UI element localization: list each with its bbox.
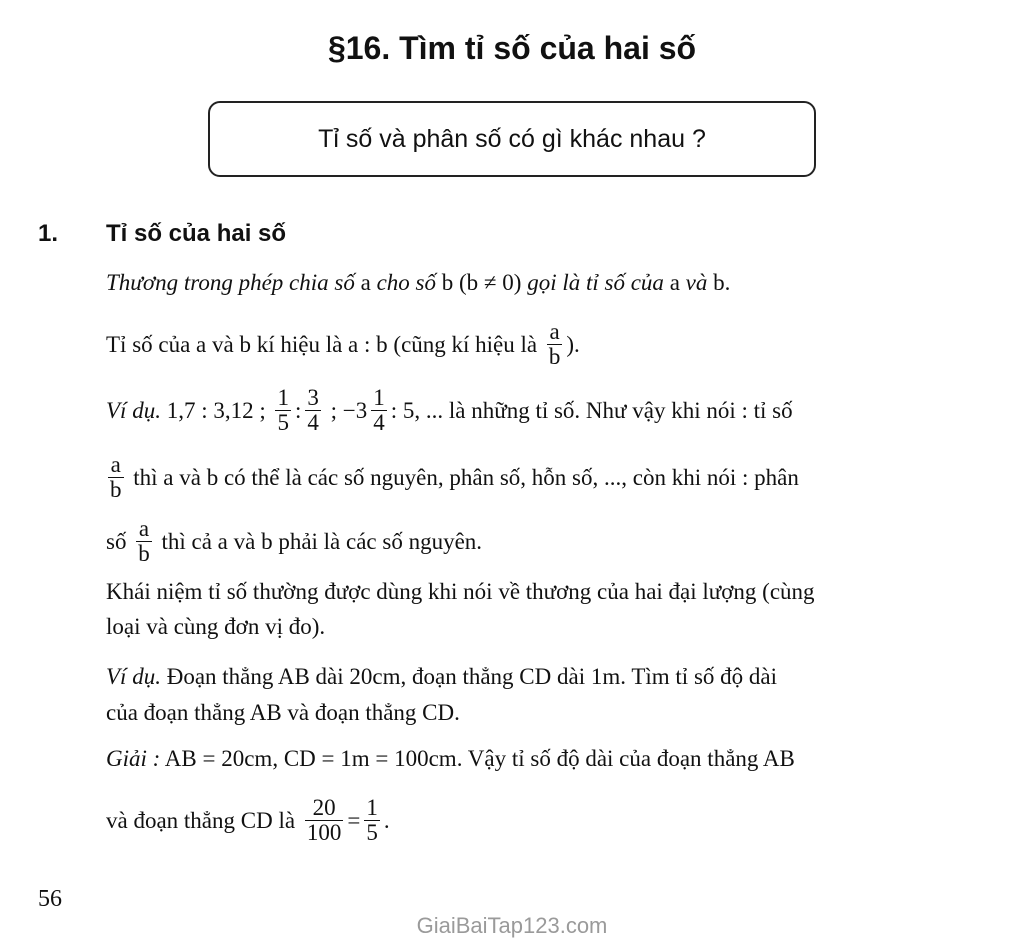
page-number: 56 <box>38 886 62 912</box>
fraction-a-b: $\frac{a}{b}$ <box>110 452 122 503</box>
page-title: §16. Tìm tỉ số của hai số <box>327 30 697 66</box>
question-box <box>208 101 816 177</box>
fraction-1-4: $\frac{1}{4}$ <box>373 385 385 436</box>
section-title: Tỉ số của hai số <box>106 220 287 247</box>
example2-line-2: của đoạn thẳng AB và đoạn thẳng CD. <box>106 700 460 725</box>
concept-line-2: loại và cùng đơn vị đo). <box>106 614 326 639</box>
example-label: Ví dụ. <box>106 664 161 689</box>
example-label: Ví dụ. <box>106 397 161 423</box>
fraction-a-b: $\frac{a}{b}$ <box>138 516 150 567</box>
watermark: GiaiBaiTap123.com <box>416 913 608 938</box>
concept-line-1: Khái niệm tỉ số thường được dùng khi nói về thương của hai đại lượng (cùng <box>106 579 815 604</box>
fraction-a-b: $\frac{a}{b}$ <box>548 319 561 370</box>
solution-line-1: Giải : AB = 20cm, CD = 1m = 100cm. Vậy tỉ số độ dài của đoạn thẳng AB <box>106 746 795 771</box>
ratio-explain-line: $\frac{a}{b}$ thì a và b có thể là các số nguyên, phân số, hỗn số, ..., còn khi nói : phân <box>110 452 799 503</box>
section-number: 1. <box>38 220 59 247</box>
fraction-1-5: $\frac{1}{5}$ <box>366 795 378 846</box>
definition-line: Thương trong phép chia số a cho số b (b ≠ 0) gọi là tỉ số của a và b. <box>106 270 731 295</box>
fraction-20-100: $\frac{20}{100}$ <box>306 795 342 846</box>
example2-line-1: Ví dụ. Đoạn thẳng AB dài 20cm, đoạn thẳng CD dài 1m. Tìm tỉ số độ dài <box>106 664 777 689</box>
question-text: Tỉ số và phân số có gì khác nhau ? <box>318 124 706 153</box>
solution-label: Giải : <box>106 746 161 771</box>
fraction-1-5: $\frac{1}{5}$ <box>277 385 289 436</box>
solution-line-2: và đoạn thẳng CD là $\frac{20}{100}$ = $\frac{1}{5}$ . <box>106 795 390 846</box>
fraction-explain-line: số $\frac{a}{b}$ thì cả a và b phải là các số nguyên. <box>106 516 483 567</box>
example1-line: Ví dụ. 1,7 : 3,12 ; $\frac{1}{5}$ : $\frac{3}{4}$ ; −3 $\frac{1}{4}$ : 5, ... là những tỉ số. Như vậy khi nói : tỉ số <box>106 385 793 436</box>
fraction-3-4: $\frac{3}{4}$ <box>307 385 319 436</box>
notation-line: Tỉ số của a và b kí hiệu là a : b (cũng kí hiệu là $\frac{a}{b}$ ). <box>106 319 580 370</box>
